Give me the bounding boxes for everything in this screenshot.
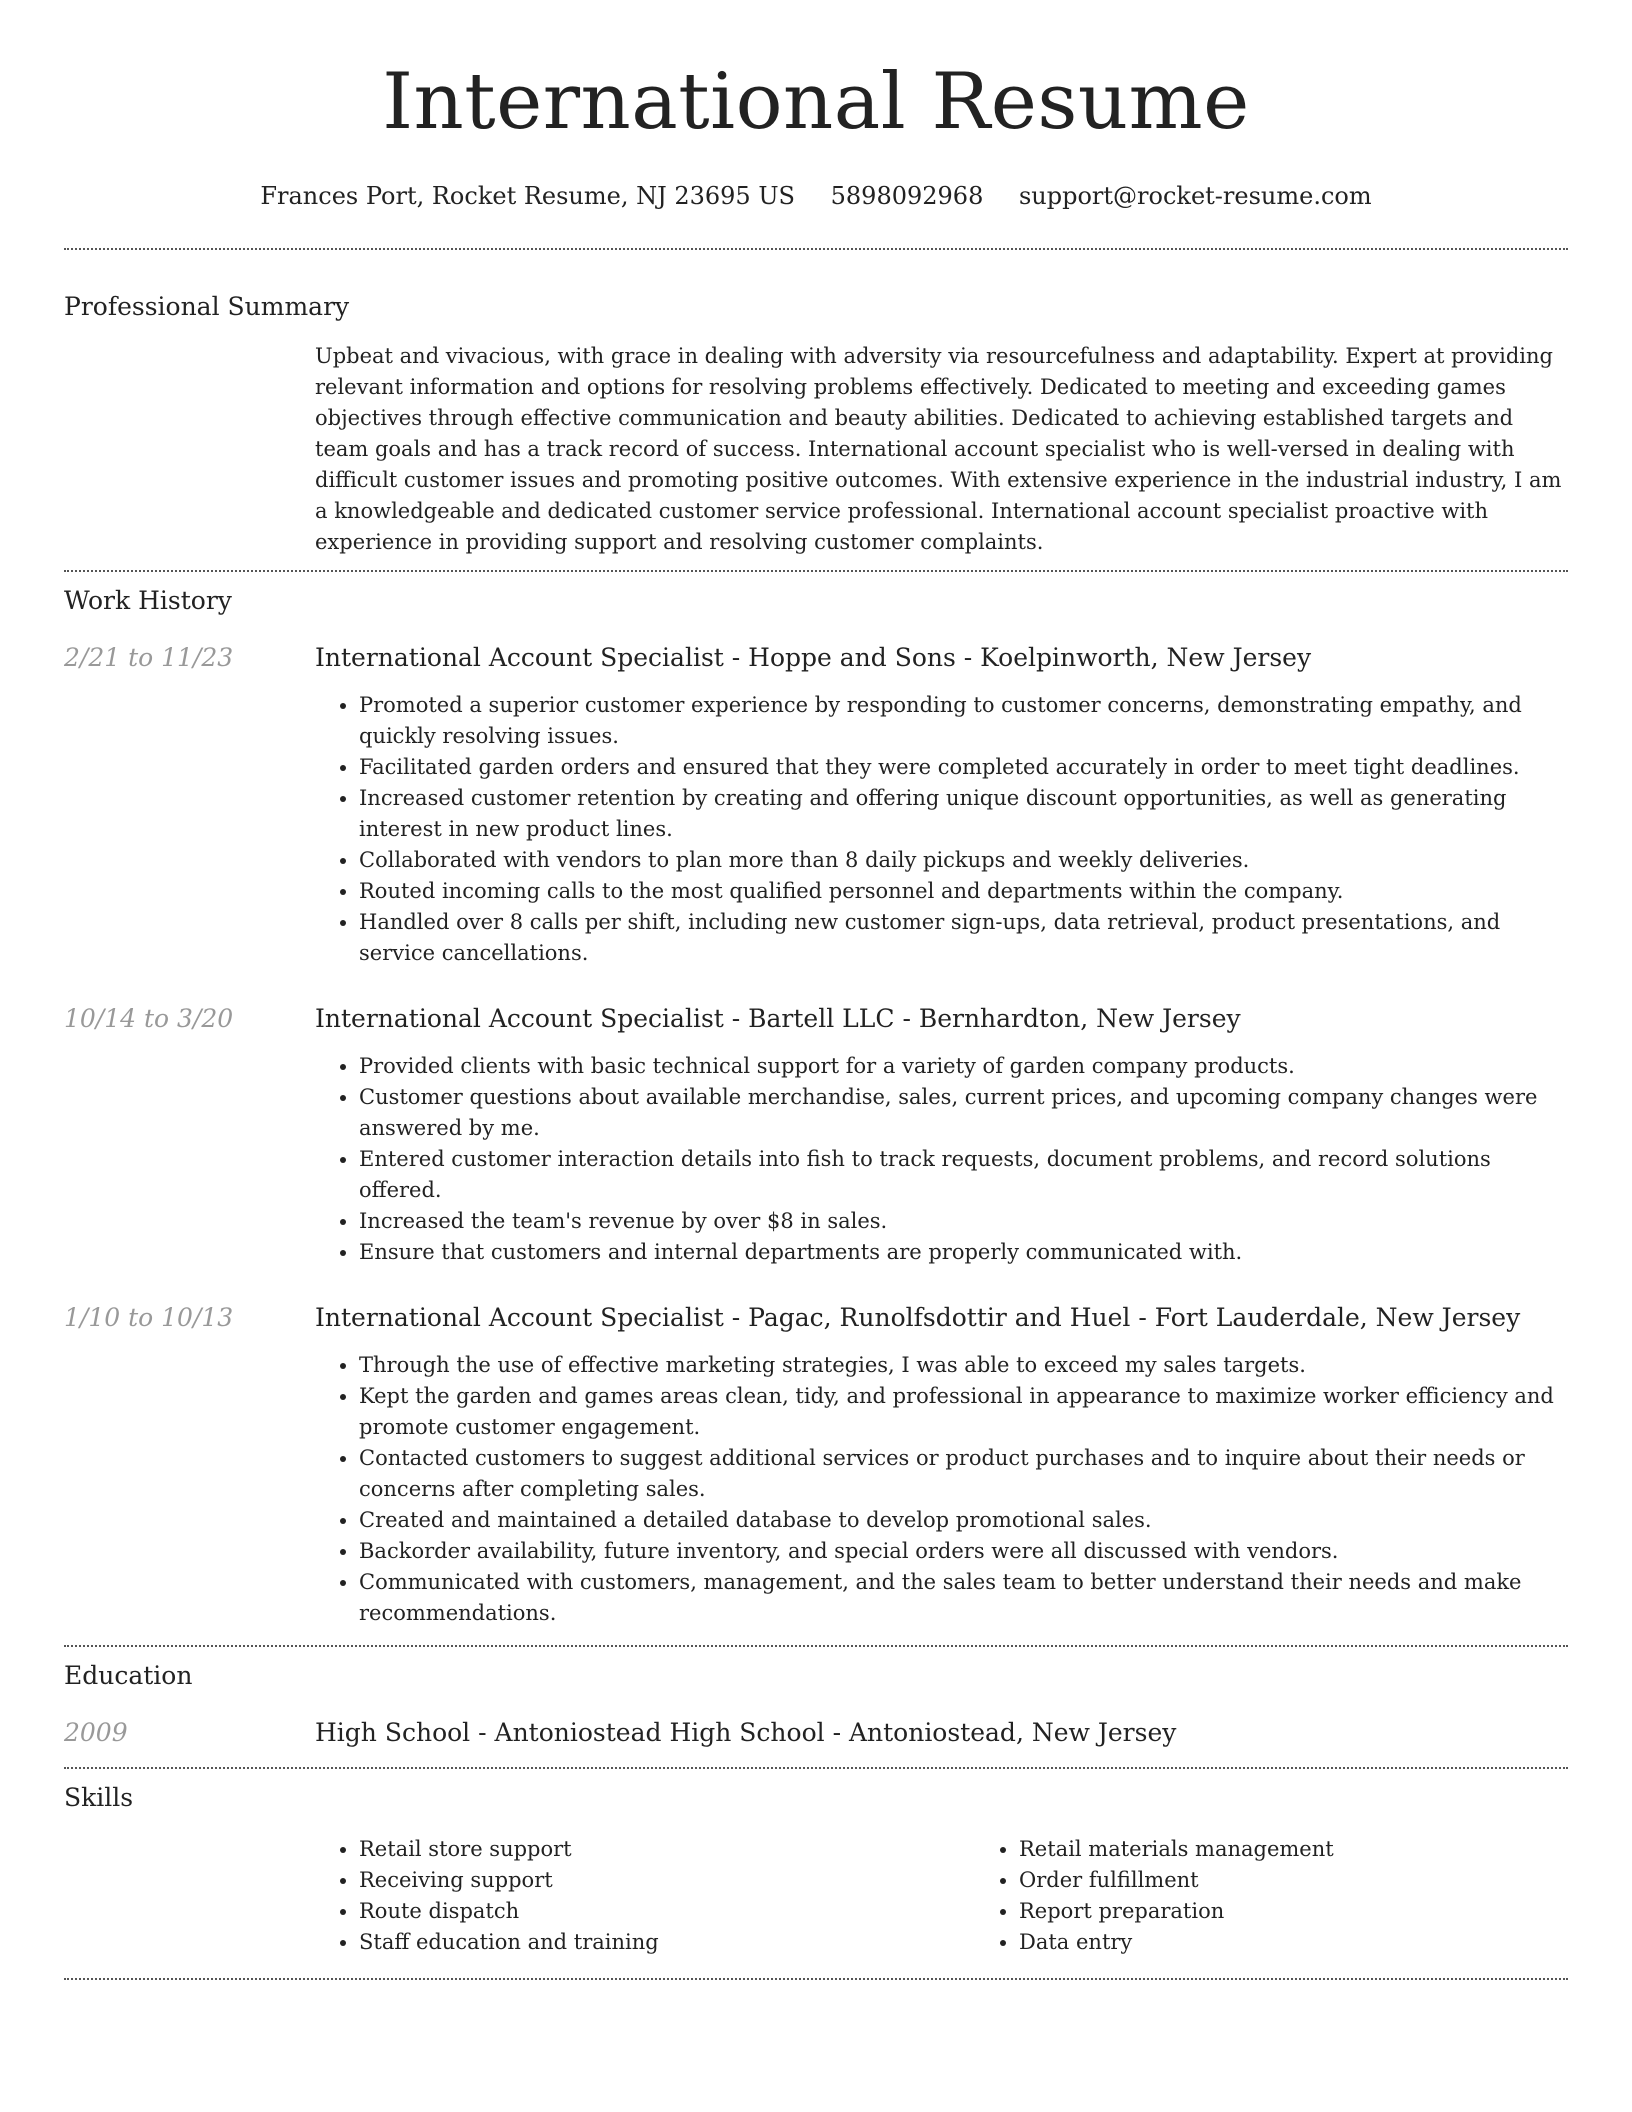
contact-email: support@rocket-resume.com: [1018, 182, 1372, 210]
list-item: • Facilitated garden orders and ensured that they were completed accurately in order to meet tight deadlines.: [359, 752, 1568, 783]
list-item: • Promoted a superior customer experience by responding to customer concerns, demonstrating empathy, and quickly resolving issues.: [359, 690, 1568, 752]
job-bullets: [315, 1051, 1568, 1268]
list-item: • Collaborated with vendors to plan more than 8 daily pickups and weekly deliveries.: [359, 845, 1568, 876]
list-item: • Staff education and training: [359, 1927, 975, 1958]
education-entry: [64, 1717, 1568, 1749]
job-heading: International Account Specialist - Hoppe and Sons - Koelpinworth, New Jersey: [315, 643, 1312, 672]
job-heading: International Account Specialist - Bartell LLC - Bernhardton, New Jersey: [315, 1004, 1241, 1033]
contact-phone: 5898092968: [830, 182, 984, 210]
section-title-work: Work History: [64, 586, 232, 615]
skills-list-left: [315, 1834, 975, 1958]
job-bullets: [315, 1350, 1568, 1629]
list-item: • Kept the garden and games areas clean, tidy, and professional in appearance to maximize worker efficiency and promote customer engagement.: [359, 1381, 1568, 1443]
list-item: • Entered customer interaction details into fish to track requests, document problems, and record solutions offered.: [359, 1144, 1568, 1206]
list-item: • Ensure that customers and internal departments are properly communicated with.: [359, 1237, 1568, 1268]
list-item: • Communicated with customers, management, and the sales team to better understand their needs and make recommendations.: [359, 1567, 1568, 1629]
list-item: • Data entry: [1019, 1927, 1632, 1958]
job-entry: [64, 642, 1568, 969]
list-item: • Order fulfillment: [1019, 1865, 1632, 1896]
job-entry: [64, 1003, 1568, 1268]
section-title-skills: Skills: [64, 1783, 134, 1812]
job-dates: 2/21 to 11/23: [64, 643, 234, 672]
list-item: • Route dispatch: [359, 1896, 975, 1927]
list-item: • Through the use of effective marketing strategies, I was able to exceed my sales targets.: [359, 1350, 1568, 1381]
list-item: • Customer questions about available merchandise, sales, current prices, and upcoming company changes were answered by me.: [359, 1082, 1568, 1144]
skills-section: [64, 1769, 1568, 1958]
list-item: • Increased customer retention by creating and offering unique discount opportunities, as well as generating interest in new product lines.: [359, 783, 1568, 845]
skills-list-right: [975, 1834, 1632, 1958]
section-title-summary: Professional Summary: [64, 292, 350, 321]
list-item: • Routed incoming calls to the most qualified personnel and departments within the company.: [359, 876, 1568, 907]
list-item: • Handled over 8 calls per shift, including new customer sign-ups, data retrieval, product presentations, and service cancellations.: [359, 907, 1568, 969]
work-history-section: [64, 572, 1568, 1629]
list-item: • Retail materials management: [1019, 1834, 1632, 1865]
list-item: • Backorder availability, future inventory, and special orders were all discussed with vendors.: [359, 1536, 1568, 1567]
section-title-education: Education: [64, 1661, 193, 1690]
list-item: • Provided clients with basic technical support for a variety of garden company products.: [359, 1051, 1568, 1082]
job-heading: International Account Specialist - Pagac, Runolfsdottir and Huel - Fort Lauderdale, New Jersey: [315, 1303, 1521, 1332]
summary-section: [64, 250, 1568, 558]
education-section: [64, 1647, 1568, 1749]
list-item: • Increased the team's revenue by over $8 in sales.: [359, 1206, 1568, 1237]
job-bullets: [315, 690, 1568, 969]
job-dates: 1/10 to 10/13: [64, 1303, 234, 1332]
list-item: • Receiving support: [359, 1865, 975, 1896]
list-item: • Report preparation: [1019, 1896, 1632, 1927]
list-item: • Retail store support: [359, 1834, 975, 1865]
skills-spacer: [64, 1834, 315, 1958]
job-dates: 10/14 to 3/20: [64, 1004, 234, 1033]
education-heading: High School - Antoniostead High School - Antoniostead, New Jersey: [315, 1718, 1177, 1747]
summary-spacer: [64, 341, 315, 558]
summary-text: Upbeat and vivacious, with grace in dealing with adversity via resourcefulness and adaptability. Expert at providing relevant information and options for resolving problems effectively. Dedicated to meeting and exceeding games objectives through effective communication and beauty abilities. Dedicated to achieving established targets and team goals and has a track record of success. International account specialist who is well-versed in dealing with difficult customer issues and promoting positive outcomes. With extensive experience in the industrial industry, I am a knowledgeable and dedicated customer service professional. International account specialist proactive with experience in providing support and resolving customer complaints.: [315, 344, 1562, 554]
contact-address: Frances Port, Rocket Resume, NJ 23695 US: [260, 182, 795, 210]
list-item: • Created and maintained a detailed database to develop promotional sales.: [359, 1505, 1568, 1536]
divider: [64, 1978, 1568, 1980]
list-item: • Contacted customers to suggest additional services or product purchases and to inquire about their needs or concerns after completing sales.: [359, 1443, 1568, 1505]
resume-title: International Resume: [382, 57, 1250, 147]
education-year: 2009: [64, 1718, 128, 1747]
job-entry: [64, 1302, 1568, 1629]
contact-line: [64, 180, 1568, 212]
